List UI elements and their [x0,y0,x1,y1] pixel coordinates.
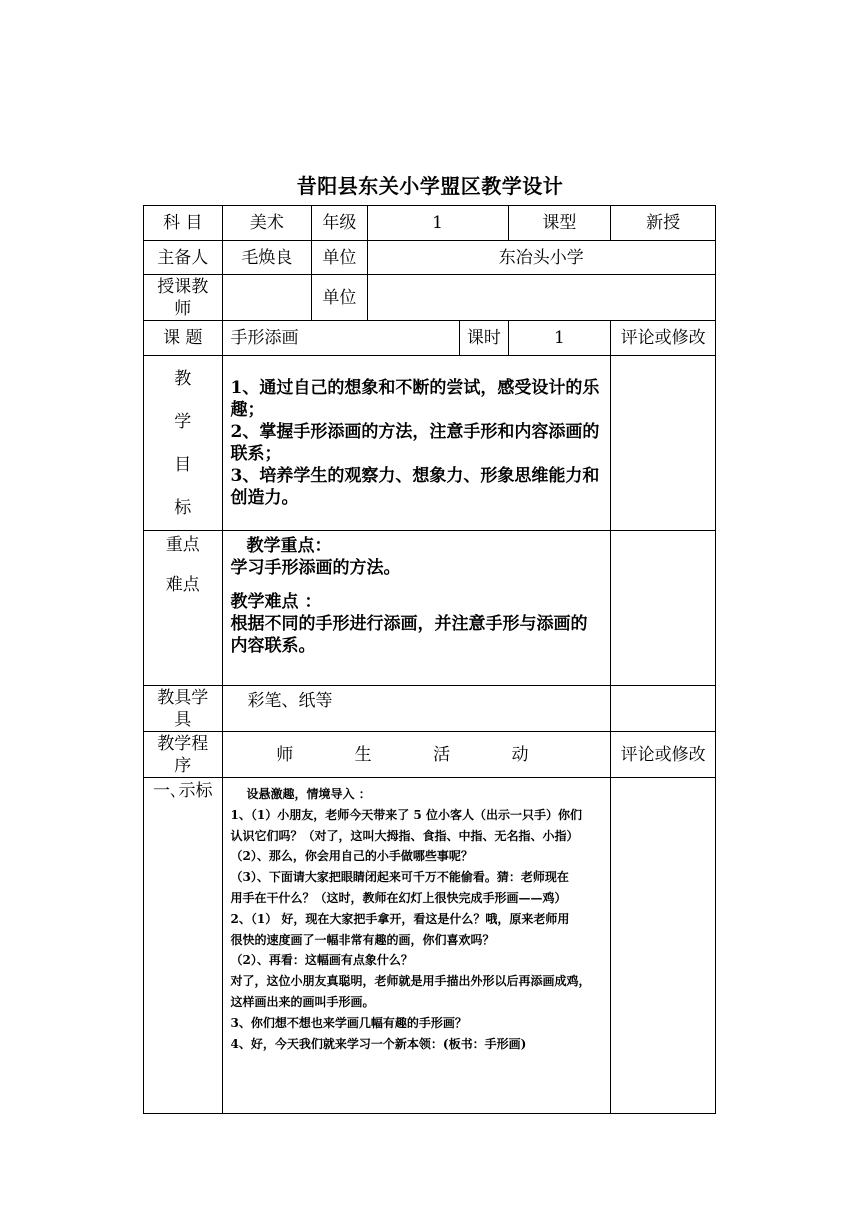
row-tools [144,686,716,732]
unit-label: 单位 [312,241,367,275]
objective-item: 2、掌握手形添画的方法，注意手形和内容添画的联系； [230,422,600,464]
unit2-label: 单位 [312,275,367,321]
activity-line: 2、（1） 好，现在大家把手拿开，看这是什么？哦，原来老师用 [230,911,570,926]
key-point-text: 学习手形添画的方法。 [230,558,401,578]
row-topic [144,321,716,356]
tools-label [144,686,223,732]
key-points-label [144,531,223,686]
lead-preparer-value: 毛焕良 [222,241,312,275]
procedure-label-line2: 序 [174,755,192,776]
difficult-point-title: 教学难点 ： [230,592,322,612]
key-points-content [222,531,611,686]
objectives-label-char: 标 [174,498,192,518]
objectives-label-char: 学 [174,412,192,432]
tools-label-line1: 教具学 [157,687,209,708]
section1-comment [611,778,716,1114]
section1-label: 一､示标 [144,778,223,1114]
procedure-label [144,732,223,778]
activity-line: 认识它们吗？（对了，这叫大拇指、食指、中指、无名指、小指） [230,828,579,843]
grade-value: 1 [367,206,508,241]
activity-line: （3）、下面请大家把眼睛闭起来可千万不能偷看。猜：老师现在 [230,870,569,885]
subject-label: 科 目 [144,206,223,241]
page-title: 昔阳县东关小学盟区教学设计 [296,174,564,198]
key-point-title: 教学重点： [246,536,332,556]
row-teacher [144,275,716,321]
activity-line: 1、（1）小朋友，老师今天带来了 5 位小客人（出示一只手）你们 [230,807,582,822]
activity-line: 4、好，今天我们就来学习一个新本领：(板书：手形画) [230,1036,527,1051]
row-objectives [144,356,716,531]
tools-value: 彩笔、纸等 [222,686,611,732]
objective-item: 1、通过自己的想象和不断的尝试，感受设计的乐趣； [230,378,600,420]
row-lead-preparer [144,241,716,275]
objectives-content [222,356,611,531]
row-key-points [144,531,716,686]
activity-line: 很快的速度画了一幅非常有趣的画，你们喜欢吗？ [230,932,495,947]
teacher-label-line1: 授课教 [157,276,209,297]
topic-value: 手形添画 [222,321,460,356]
lead-preparer-label: 主备人 [144,241,223,275]
lesson-plan-table [143,205,716,1114]
teacher-label-line2: 师 [174,298,192,319]
objectives-label-char: 教 [174,369,192,389]
key-points-label-line1: 重点 [165,535,200,555]
procedure-comment-label: 评论或修改 [611,732,716,778]
key-points-label-line2: 难点 [165,575,200,595]
unit2-value [367,275,715,321]
activity-line: 这样画出来的画叫手形画。 [230,994,375,1009]
grade-label: 年级 [312,206,367,241]
difficult-point-text: 根据不同的手形进行添画，并注意手形与添画的内容联系。 [230,614,588,656]
teacher-value [222,275,312,321]
objectives-label-char: 目 [174,455,192,475]
tools-comment [611,686,716,732]
spacer [231,579,605,591]
activity-label: 师 生 活 动 [222,732,611,778]
lesson-type-value: 新授 [611,206,716,241]
activity-line: （2）、那么，你会用自己的小手做哪些事呢？ [230,849,473,864]
lesson-type-label: 课型 [508,206,611,241]
row-section1 [144,778,716,1114]
row-subject [144,206,716,241]
objective-item: 3、培养学生的观察力、想象力、形象思维能力和创造力。 [230,466,600,508]
row-procedure-header [144,732,716,778]
unit-value: 东冶头小学 [367,241,715,275]
activity-line: 对了，这位小朋友真聪明，老师就是用手描出外形以后再添画成鸡， [230,974,591,989]
teacher-label [144,275,223,321]
procedure-label-line1: 教学程 [157,733,209,754]
periods-label: 课时 [460,321,508,356]
comment-label: 评论或修改 [611,321,716,356]
tools-label-line2: 具 [174,709,192,730]
key-points-comment [611,531,716,686]
activity-line: 用手在干什么？（这时，教师在幻灯上很快完成手形画——鸡） [230,890,567,905]
subject-value: 美术 [222,206,312,241]
activity-line: 设悬激趣，情境导入 ： [246,787,371,801]
objectives-comment [611,356,716,531]
periods-value: 1 [508,321,611,356]
activity-line: 3、你们想不想也来学画几幅有趣的手形画？ [230,1015,467,1030]
objectives-label [144,356,223,531]
section1-content [222,778,611,1114]
topic-label: 课 题 [144,321,223,356]
activity-line: （2）、再看：这幅画有点象什么？ [230,953,413,968]
